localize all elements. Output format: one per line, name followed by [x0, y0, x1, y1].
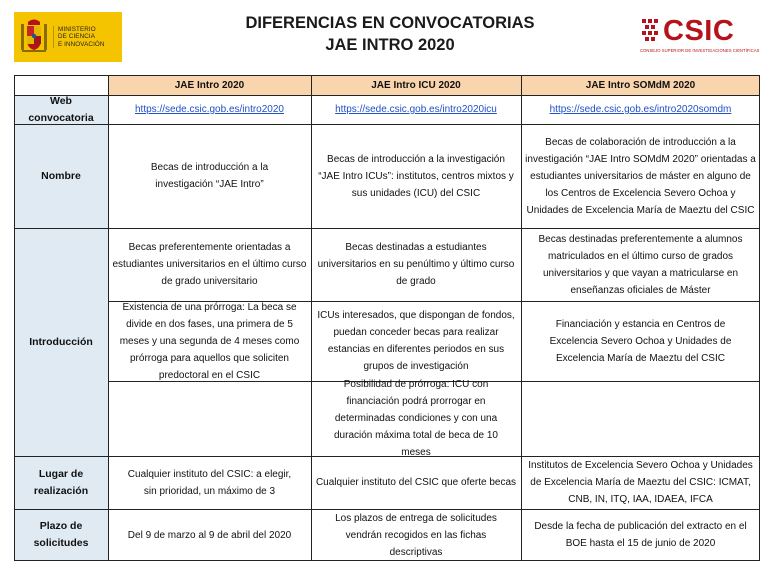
- plazo-cell-icu: Los plazos de entrega de solicitudes vendrán recogidos en las fichas descriptivas: [335, 512, 497, 558]
- row-label-nombre: Nombre: [41, 169, 81, 182]
- nombre-cell-icu: Becas de introducción a la investigación “JAE Intro ICUs”: institutos, centros mixtos y sus unidades (ICU) del CSIC: [318, 153, 514, 199]
- lugar-cell-intro: Cualquier instituto del CSIC: a elegir, sin prioridad, un máximo de 3: [127, 468, 292, 497]
- web-link-somdm[interactable]: https://sede.csic.gob.es/intro2020somdm: [549, 104, 732, 115]
- title-line-2: JAE INTRO 2020: [325, 36, 455, 54]
- introduccion-3-cell-intro: [108, 381, 311, 456]
- ministry-name: MINISTERIO DE CIENCIA E INNOVACIÓN: [53, 26, 105, 48]
- row-label-introduccion: Introducción: [29, 335, 93, 348]
- introduccion-1-cell-intro: Becas preferentemente orientadas a estudiantes universitarios en el último curso de grado universitario: [112, 242, 307, 287]
- web-link-icu[interactable]: https://sede.csic.gob.es/intro2020icu: [335, 104, 497, 115]
- plazo-cell-intro: Del 9 de marzo al 9 de abril del 2020: [127, 529, 292, 541]
- nombre-cell-intro: Becas de introducción a la investigación “JAE Intro”: [150, 162, 269, 190]
- introduccion-3-cell-icu: Posibilidad de prórroga: ICU con financiación podrá prorrogar en determinadas condiciones y con una duración máxima total de beca de 10 meses: [334, 379, 498, 458]
- column-header-jae-intro-somdm: JAE Intro SOMdM 2020: [585, 79, 696, 91]
- introduccion-3-cell-somdm: [521, 381, 760, 456]
- title-line-1: DIFERENCIAS EN CONVOCATORIAS: [245, 14, 535, 32]
- web-cell-intro: [108, 95, 311, 124]
- lugar-cell-somdm: Institutos de Excelencia Severo Ochoa y Unidades de Excelencia María de Maeztu del CSIC: ICMAT, CNB, IN, ITQ, IAA, IDAEA, IFCA: [528, 460, 753, 505]
- introduccion-2-cell-somdm: Financiación y estancia en Centros de Excelencia Severo Ochoa y Unidades de Excelencia María de Maeztu del CSIC: [549, 318, 732, 364]
- csic-wordmark: CSIC: [663, 15, 735, 47]
- introduccion-1-cell-somdm: Becas destinadas preferentemente a alumnos matriculados en el último curso de grados universitarios y que vayan a matricularse en enseñanzas oficiales de Máster: [538, 233, 743, 296]
- web-cell-icu: [311, 95, 521, 124]
- web-link-intro[interactable]: https://sede.csic.gob.es/intro2020: [135, 104, 284, 115]
- plazo-cell-somdm: Desde la fecha de publicación del extracto en el BOE hasta el 15 de junio de 2020: [534, 521, 747, 549]
- row-label-lugar: Lugar de realización: [33, 467, 89, 497]
- page-title: [200, 12, 580, 56]
- row-label-plazo: Plazo de solicitudes: [33, 520, 89, 549]
- web-cell-somdm: [521, 95, 760, 124]
- row-label-web: Web convocatoria: [28, 94, 94, 124]
- csic-logo: [640, 14, 760, 60]
- introduccion-1-cell-icu: Becas destinadas a estudiantes universitarios en su penúltimo y último curso de grado: [317, 242, 515, 287]
- introduccion-2-cell-intro: Existencia de una prórroga: La beca se divide en dos fases, una primera de 5 meses y una segunda de 4 meses como prórroga para aquellos que soliciten predoctoral en el CSIC: [119, 301, 300, 381]
- csic-emblem-icon: [640, 16, 660, 46]
- lugar-cell-icu: Cualquier instituto del CSIC que oferte becas: [315, 477, 517, 488]
- introduccion-2-cell-icu: ICUs interesados, que dispongan de fondos, puedan conceder becas para realizar estancias en diferentes periodos en sus grupos de investigación: [317, 310, 515, 372]
- spain-coat-of-arms-icon: [20, 18, 48, 56]
- csic-subtitle: CONSEJO SUPERIOR DE INVESTIGACIONES CIENTÍFICAS: [640, 48, 760, 53]
- ministry-logo: [14, 12, 122, 62]
- column-header-jae-intro-icu: JAE Intro ICU 2020: [371, 79, 461, 91]
- column-header-jae-intro: JAE Intro 2020: [174, 79, 245, 91]
- nombre-cell-somdm: Becas de colaboración de introducción a la investigación “JAE Intro SOMdM 2020” orientadas a estudiantes universitarios de máster en alguno de los Centros de Excelencia Severo Ochoa y Unidades de Excelencia María de Maeztu del CSIC: [525, 136, 756, 216]
